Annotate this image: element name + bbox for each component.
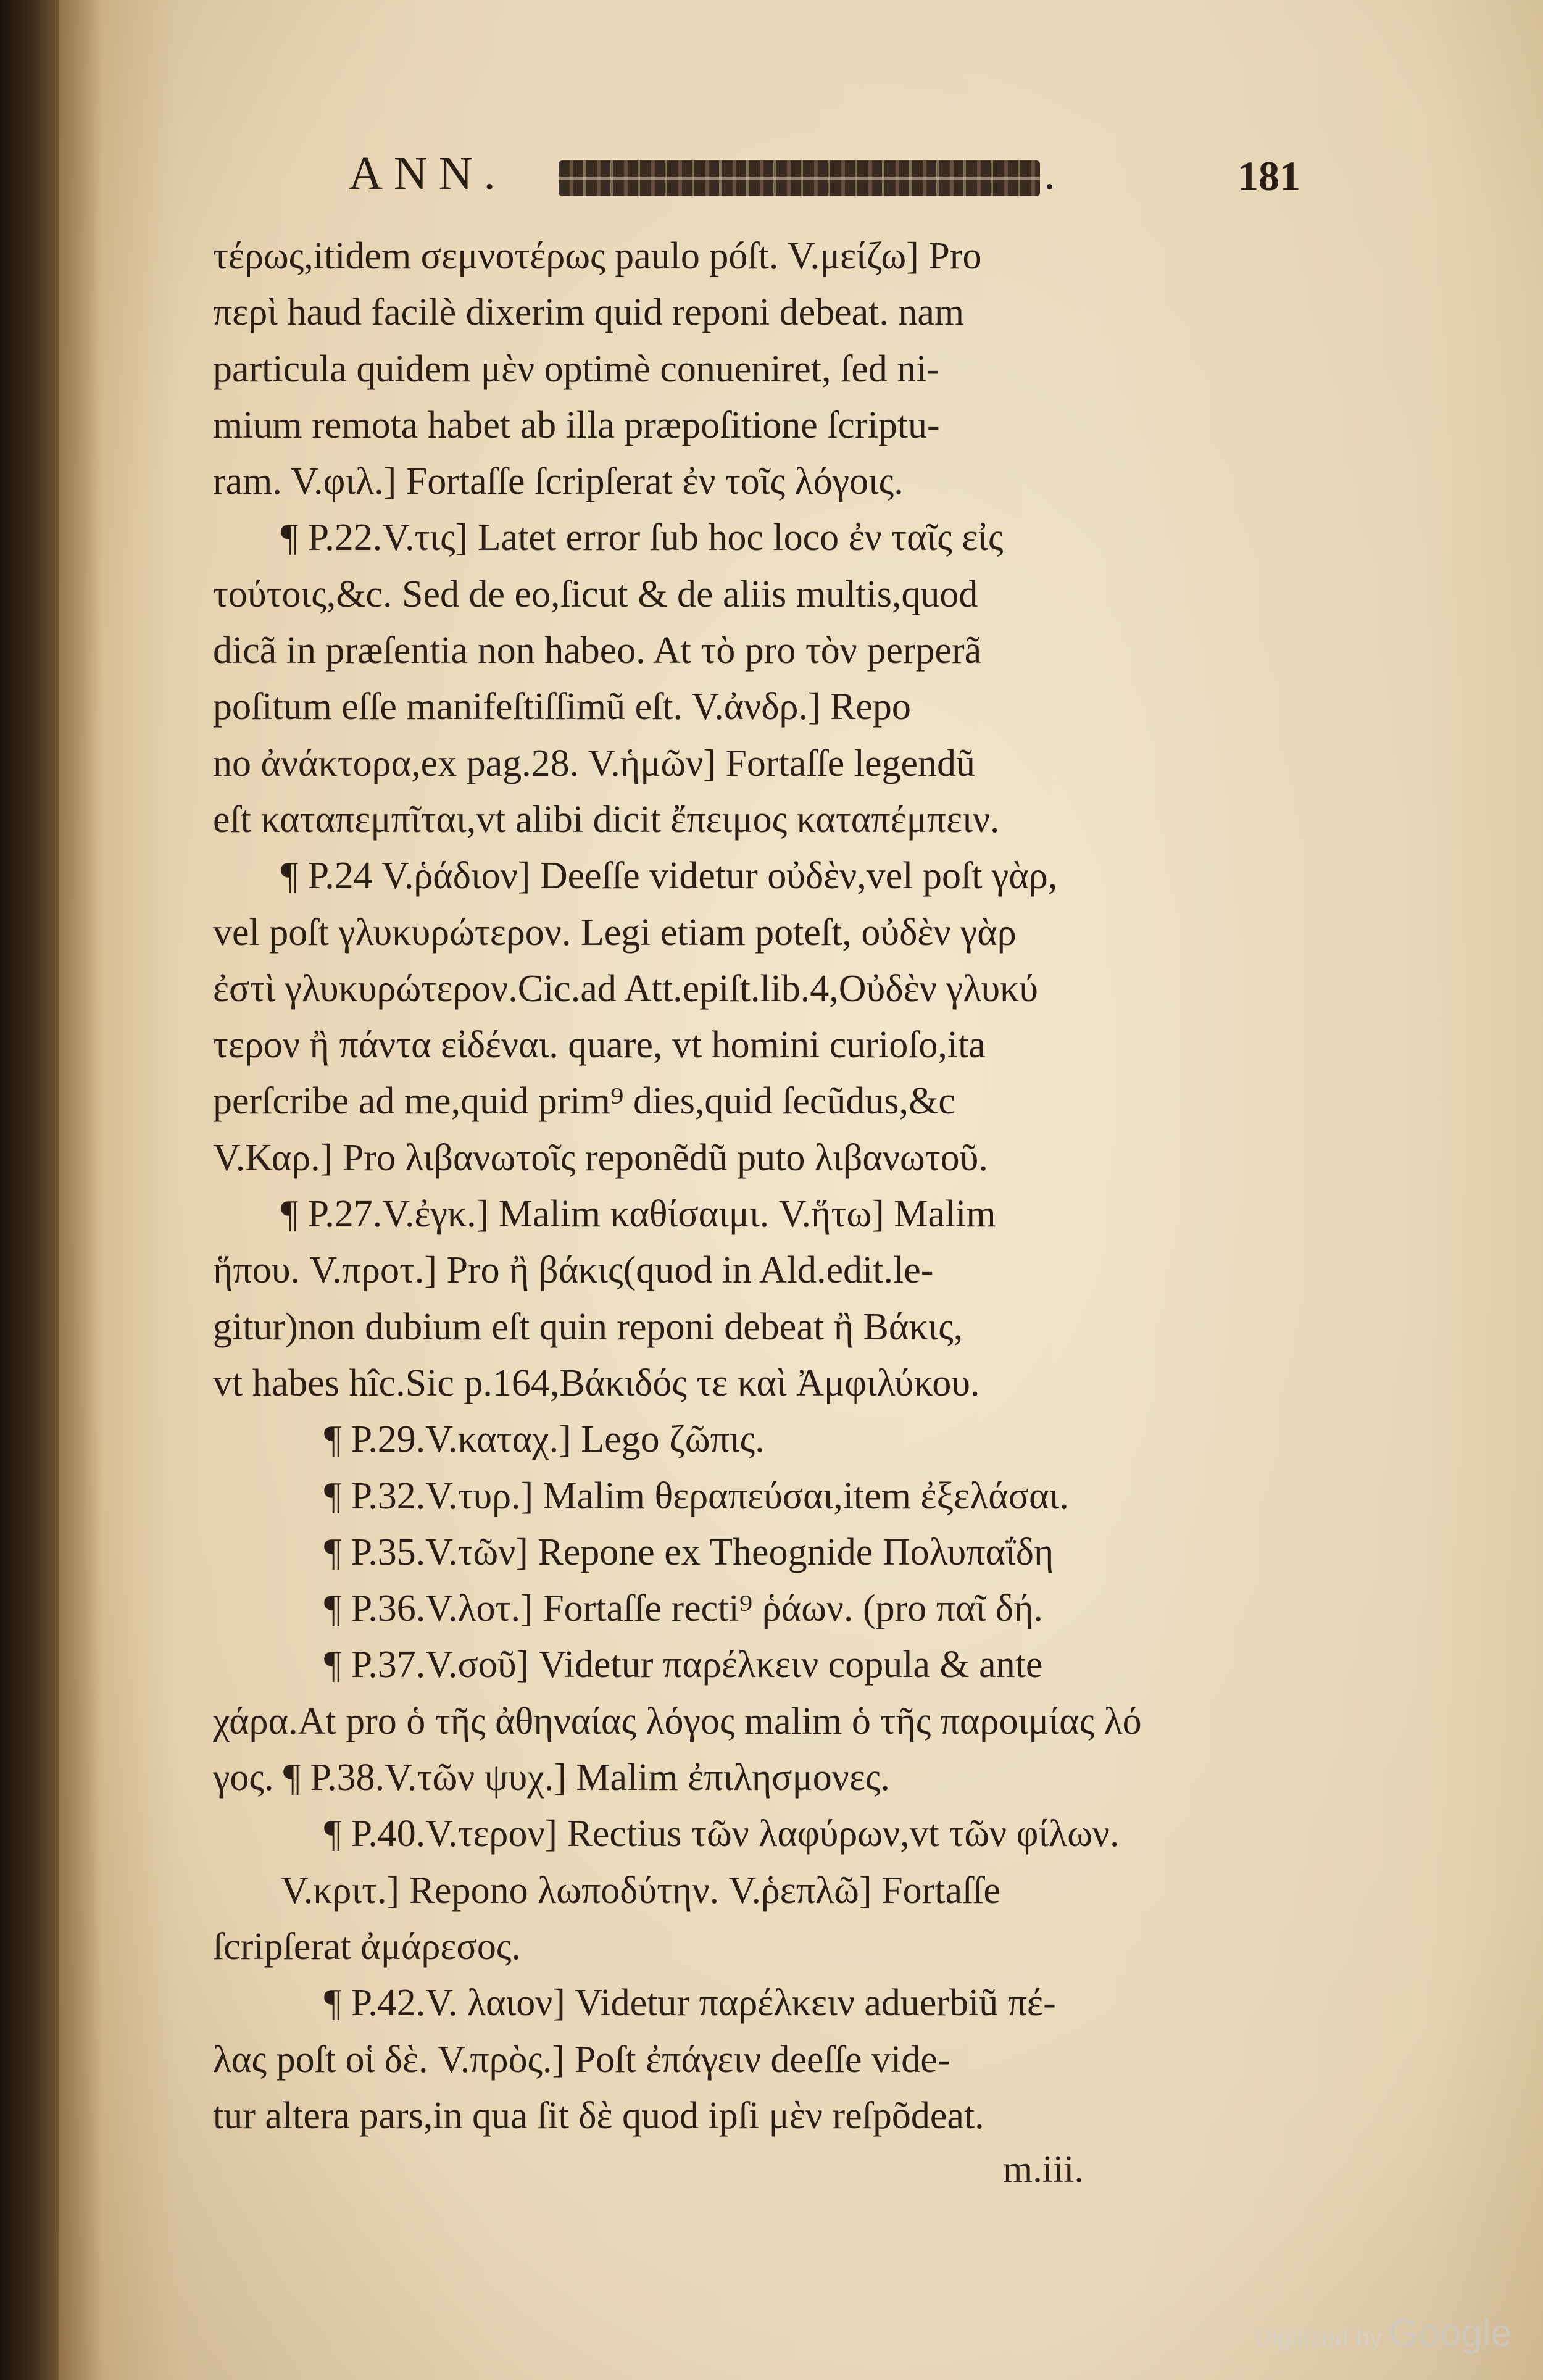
text-line: ¶ P.22.V.τις] Latet error ſub hoc loco ἐν ταῖς εἰς	[281, 517, 1004, 559]
text-line: τούτοις,&c. Sed de eo,ſicut & de aliis multis,quod	[213, 573, 978, 615]
text-line: particula quidem μὲν optimè conueniret, ſed ni-	[213, 347, 940, 390]
text-line: ¶ P.36.V.λοτ.] Fortaſſe recti⁹ ῥάων. (pro παῖ δή.	[324, 1587, 1043, 1630]
text-line: ¶ P.27.V.ἐγκ.] Malim καθίσαιμι. V.ἥτω] Malim	[281, 1193, 996, 1236]
struck-through-title	[559, 160, 1040, 196]
header-period: .	[1044, 148, 1055, 199]
text-line: ¶ P.42.V. λαιον] Videtur παρέλκειν aduerbiũ πέ-	[324, 1982, 1056, 2024]
running-head: ANN.	[349, 148, 507, 199]
text-line: vt habes hîc.Sic p.164,Βάκιδός τε καὶ Ἀμφιλύκου.	[213, 1362, 980, 1404]
text-line: vel poſt γλυκυρώτερον. Legi etiam poteſt, οὐδὲν γὰρ	[213, 911, 1017, 954]
text-line: γος. ¶ P.38.V.τῶν ψυχ.] Malim ἐπιλησμονες.	[213, 1757, 890, 1799]
text-line: gitur)non dubium eſt quin reponi debeat ἢ Βάκις,	[213, 1305, 963, 1348]
watermark-brand: Google	[1389, 2312, 1512, 2355]
text-line: V.κριτ.] Repono λωποδύτην. V.ῥεπλῶ] Fortaſſe	[281, 1869, 1000, 1912]
text-line: dicã in præſentia non habeo. At τὸ pro τὸν perperã	[213, 630, 982, 672]
text-line: τερον ἢ πάντα εἰδέναι. quare, vt homini curioſo,ita	[213, 1024, 986, 1067]
text-line: ram. V.φιλ.] Fortaſſe ſcripſerat ἐν τοῖς λόγοις.	[213, 460, 904, 503]
text-line: ¶ P.32.V.τυρ.] Malim θεραπεύσαι,item ἐξελάσαι.	[324, 1475, 1069, 1517]
text-line: ſcripſerat ἀμάρεσος.	[213, 1925, 521, 1968]
text-line: ἐστὶ γλυκυρώτερον.Cic.ad Att.epiſt.lib.4,Οὐδὲν γλυκύ	[213, 967, 1038, 1010]
signature-mark: m.iii.	[1003, 2149, 1084, 2191]
text-line: no ἀνάκτορα,ex pag.28. V.ἡμῶν] Fortaſſe legendũ	[213, 742, 976, 784]
text-line: λας poſt οἱ δὲ. V.πρὸς.] Poſt ἐπάγειν deeſſe vide-	[213, 2038, 950, 2081]
annotation-text	[213, 228, 1318, 2144]
text-line: poſitum eſſe manifeſtiſſimũ eſt. V.ἀνδρ.] Repo	[213, 686, 911, 728]
book-page	[59, 0, 1543, 2380]
text-line: ἥπου. V.προτ.] Pro ἢ βάκις(quod in Ald.edit.le-	[213, 1249, 934, 1292]
text-line: περὶ haud facilè dixerim quid reponi debeat. nam	[213, 291, 965, 334]
digitized-watermark	[1254, 2311, 1512, 2355]
text-line: mium remota habet ab illa præpoſitione ſcriptu-	[213, 404, 940, 446]
text-line: perſcribe ad me,quid prim⁹ dies,quid ſecũdus,&c	[213, 1080, 955, 1123]
text-line: ¶ P.29.V.καταχ.] Lego ζῶπις.	[324, 1418, 765, 1461]
text-line: ¶ P.24 V.ῥάδιον] Deeſſe videtur οὐδὲν,vel poſt γὰρ,	[281, 855, 1058, 897]
book-spine	[0, 0, 68, 2380]
page-header	[349, 141, 1312, 209]
text-line: ¶ P.40.V.τερον] Rectius τῶν λαφύρων,vt τῶν φίλων.	[324, 1813, 1120, 1855]
text-line: χάρα.At pro ὁ τῆς ἀθηναίας λόγος malim ὁ τῆς παροιμίας λό	[213, 1700, 1142, 1742]
text-line: eſt καταπεμπῖται,vt alibi dicit ἔπειμος καταπέμπειν.	[213, 798, 1000, 841]
text-line: V.Καρ.] Pro λιβανωτοῖς reponẽdũ puto λιβανωτοῦ.	[213, 1136, 988, 1179]
text-line: ¶ P.35.V.τῶν] Repone ex Theognide Πολυπαΐδη	[324, 1531, 1054, 1573]
page-number: 181	[1237, 152, 1300, 199]
text-line: tur altera pars,in qua ſit δὲ quod ipſi μὲν reſpõdeat.	[213, 2094, 984, 2137]
watermark-prefix: Digitized by	[1254, 2324, 1382, 2352]
text-line: ¶ P.37.V.σοῦ] Videtur παρέλκειν copula & ante	[324, 1644, 1043, 1686]
text-line: τέρως,itidem σεμνοτέρως paulo póſt. V.μείζω] Pro	[213, 235, 982, 277]
